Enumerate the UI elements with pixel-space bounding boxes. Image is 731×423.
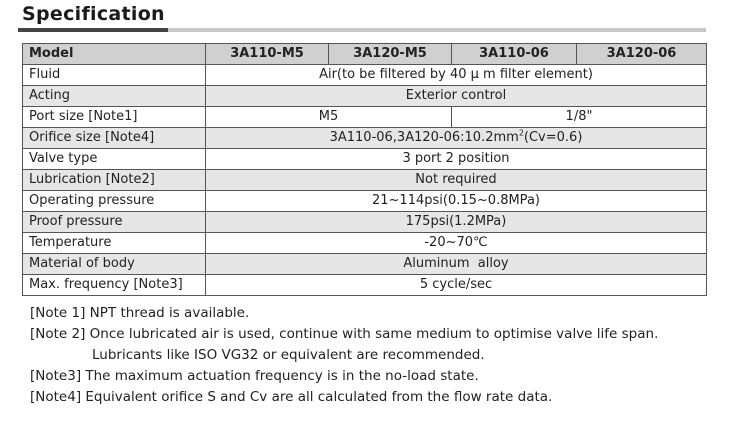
row-value-operating-pressure: 21~114psi(0.15~0.8MPa) bbox=[206, 191, 707, 212]
orifice-value-suffix: (Cv=0.6) bbox=[523, 130, 583, 145]
note-2: [Note 2] Once lubricated air is used, continue with same medium to optimise valve life span. bbox=[30, 326, 659, 342]
table-row-fluid bbox=[23, 65, 707, 86]
title-underline bbox=[168, 28, 706, 32]
table-row-material bbox=[23, 254, 707, 275]
row-label-acting: Acting bbox=[23, 86, 206, 107]
table-row-proof-pressure bbox=[23, 212, 707, 233]
table-row-max-frequency bbox=[23, 275, 707, 296]
row-label-proof-pressure: Proof pressure bbox=[23, 212, 206, 233]
row-label-temperature: Temperature bbox=[23, 233, 206, 254]
model-column-3a120-06: 3A120-06 bbox=[577, 44, 707, 65]
row-label-lubrication: Lubrication [Note2] bbox=[23, 170, 206, 191]
row-value-fluid: Air(to be filtered by 40 μ m filter element) bbox=[206, 65, 707, 86]
page-title: Specification bbox=[22, 3, 165, 25]
table-row-orifice-size bbox=[23, 128, 707, 149]
notes-section bbox=[30, 303, 720, 408]
row-label-operating-pressure: Operating pressure bbox=[23, 191, 206, 212]
row-value-acting: Exterior control bbox=[206, 86, 707, 107]
table-row-operating-pressure bbox=[23, 191, 707, 212]
note-2-continued: Lubricants like ISO VG32 or equivalent are recommended. bbox=[92, 347, 485, 363]
row-value-port-size-06: 1/8" bbox=[452, 107, 707, 128]
table-row-temperature bbox=[23, 233, 707, 254]
table-row-valve-type bbox=[23, 149, 707, 170]
model-column-3a120-m5: 3A120-M5 bbox=[329, 44, 452, 65]
orifice-value-superscript: 2 bbox=[518, 128, 524, 138]
row-value-valve-type: 3 port 2 position bbox=[206, 149, 707, 170]
row-value-port-size-m5: M5 bbox=[206, 107, 452, 128]
row-label-port-size: Port size [Note1] bbox=[23, 107, 206, 128]
row-label-valve-type: Valve type bbox=[23, 149, 206, 170]
note-4: [Note4] Equivalent orifice S and Cv are all calculated from the flow rate data. bbox=[30, 389, 553, 405]
specification-table bbox=[22, 43, 707, 296]
model-column-3a110-m5: 3A110-M5 bbox=[206, 44, 329, 65]
note-1: [Note 1] NPT thread is available. bbox=[30, 305, 250, 321]
title-underline-accent bbox=[18, 28, 168, 32]
model-header: Model bbox=[23, 44, 206, 65]
row-value-temperature: -20~70℃ bbox=[206, 233, 707, 254]
orifice-value-prefix: 3A110-06,3A120-06:10.2mm bbox=[329, 130, 519, 145]
row-value-lubrication: Not required bbox=[206, 170, 707, 191]
row-label-orifice-size: Orifice size [Note4] bbox=[23, 128, 206, 149]
table-row-acting bbox=[23, 86, 707, 107]
note-3: [Note3] The maximum actuation frequency is in the no-load state. bbox=[30, 368, 479, 384]
table-header-row bbox=[23, 44, 707, 65]
row-value-max-frequency: 5 cycle/sec bbox=[206, 275, 707, 296]
table-row-lubrication bbox=[23, 170, 707, 191]
row-value-material: Aluminum alloy bbox=[206, 254, 707, 275]
model-column-3a110-06: 3A110-06 bbox=[452, 44, 577, 65]
row-label-material: Material of body bbox=[23, 254, 206, 275]
row-label-max-frequency: Max. frequency [Note3] bbox=[23, 275, 206, 296]
table-row-port-size bbox=[23, 107, 707, 128]
row-label-fluid: Fluid bbox=[23, 65, 206, 86]
row-value-proof-pressure: 175psi(1.2MPa) bbox=[206, 212, 707, 233]
row-value-orifice-size bbox=[206, 128, 707, 149]
